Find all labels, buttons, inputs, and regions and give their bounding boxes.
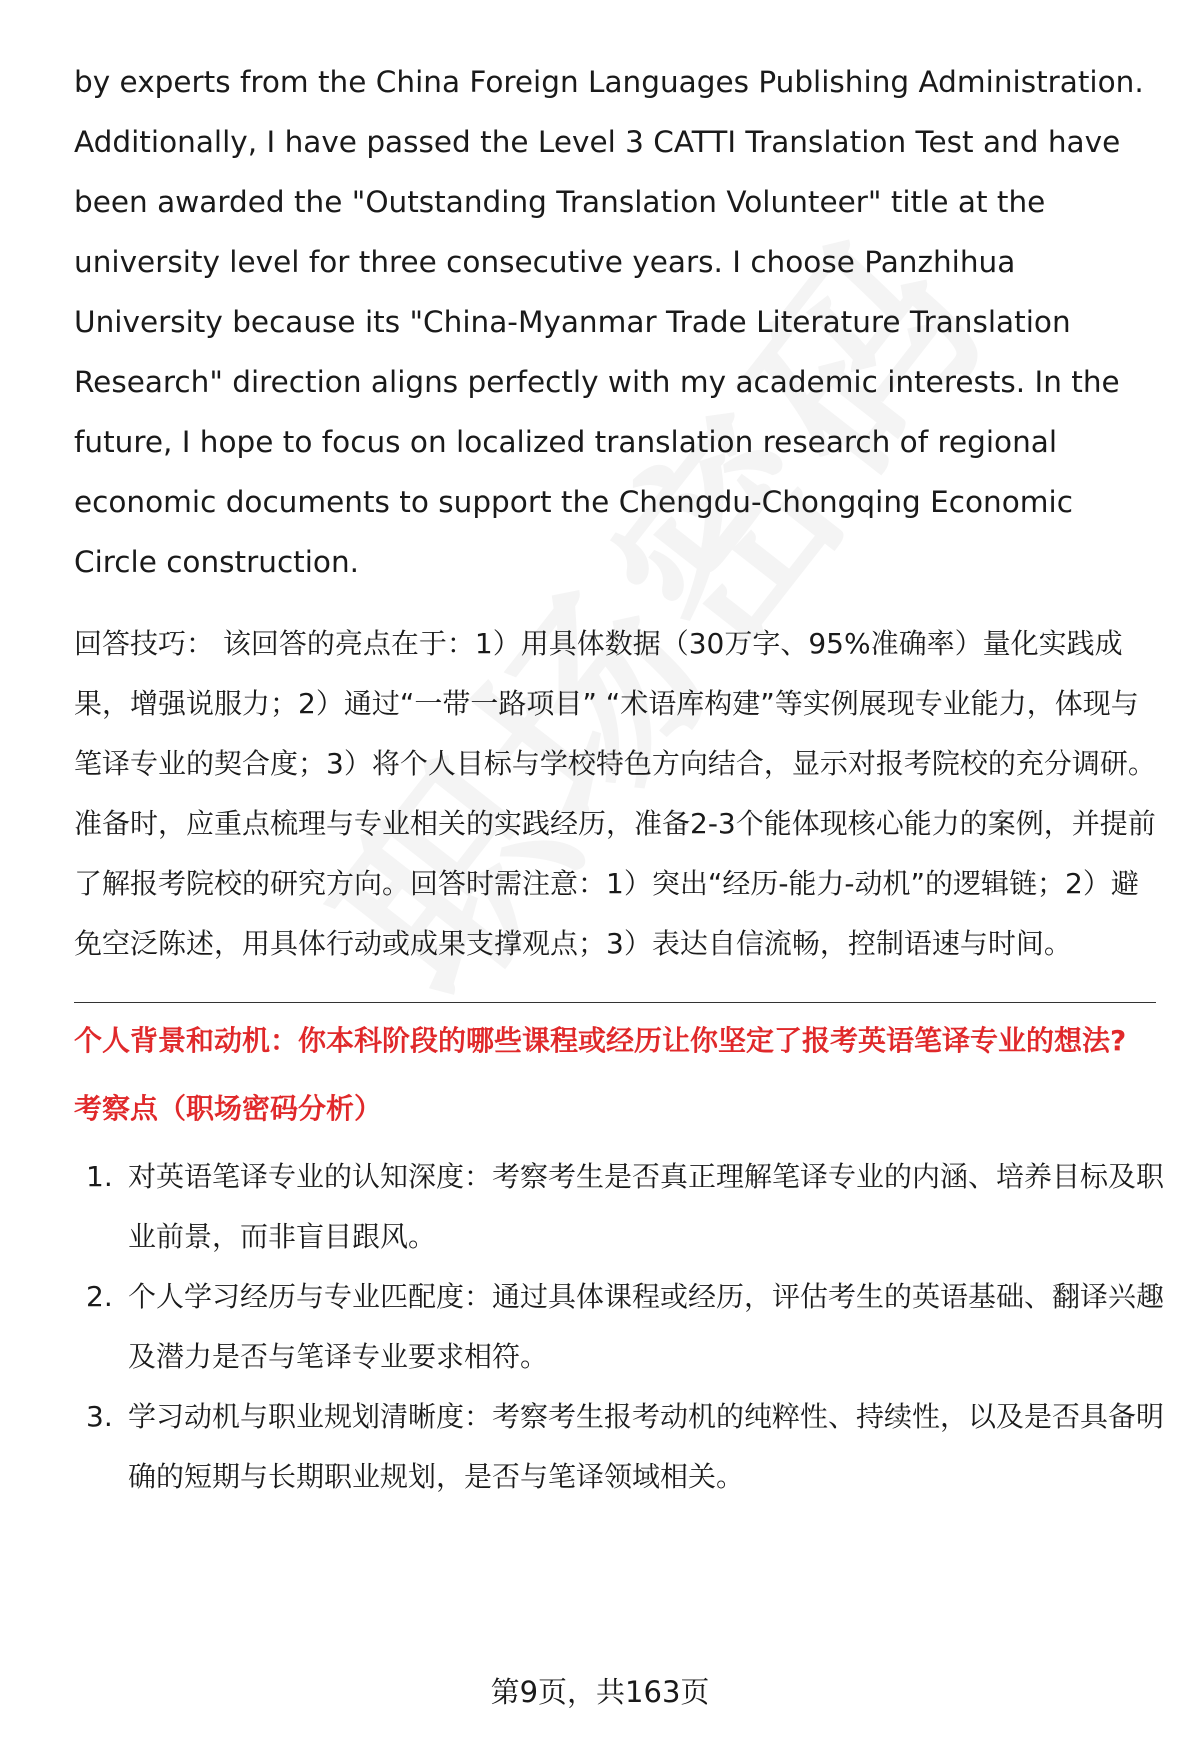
list-item-text: 学习动机与职业规划清晰度：考察考生报考动机的纯粹性、持续性，以及是否具备明确的短期与长期职业规划，是否与笔译领域相关。 — [128, 1400, 1165, 1493]
list-item — [74, 1267, 1164, 1387]
assessment-points-list — [74, 1147, 1164, 1507]
list-item-text: 对英语笔译专业的认知深度：考察考生是否真正理解笔译专业的内涵、培养目标及职业前景，而非盲目跟风。 — [128, 1160, 1165, 1253]
list-item — [74, 1147, 1164, 1267]
section-divider — [74, 1002, 1156, 1003]
list-item — [74, 1387, 1164, 1507]
tips-section — [74, 614, 1164, 974]
tips-paragraph: 回答技巧： 该回答的亮点在于：1）用具体数据（30万字、95%准确率）量化实践成果，增强说服力；2）通过“一带一路项目” “术语库构建”等实例展现专业能力，体现与笔译专业的契合度；3）将个人目标与学校特色方向结合，显示对报考院校的充分调研。 — [74, 627, 1156, 780]
question-heading: 个人背景和动机：你本科阶段的哪些课程或经历让你坚定了报考英语笔译专业的想法? — [74, 1024, 1127, 1057]
page-content — [74, 52, 1164, 1507]
list-item-text: 个人学习经历与专业匹配度：通过具体课程或经历，评估考生的英语基础、翻译兴趣及潜力是否与笔译专业要求相符。 — [128, 1280, 1165, 1373]
list-item-number: 2. — [86, 1280, 113, 1313]
english-answer-paragraph: by experts from the China Foreign Languages Publishing Administration. Additionally, I have passed the Level 3 CATTI Translation Test and have been awarded the "Outstanding Translation Volunteer" title at the university level for three consecutive years. I choose Panzhihua University because its "China-Myanmar Trade Literature Translation Research" direction aligns perfectly with my academic interests. In the future, I hope to focus on localized translation research of regional economic documents to support the Chengdu-Chongqing Economic Circle construction. — [74, 65, 1144, 579]
page-number-footer: 第9页，共163页 — [490, 1675, 710, 1709]
assessment-heading: 考察点（职场密码分析） — [74, 1092, 383, 1125]
preparation-paragraph: 准备时，应重点梳理与专业相关的实践经历，准备2-3个能体现核心能力的案例，并提前了解报考院校的研究方向。回答时需注意：1）突出“经历-能力-动机”的逻辑链；2）避免空泛陈述，用具体行动或成果支撑观点；3）表达自信流畅，控制语速与时间。 — [74, 807, 1156, 960]
list-item-number: 1. — [86, 1160, 113, 1193]
list-item-number: 3. — [86, 1400, 113, 1433]
